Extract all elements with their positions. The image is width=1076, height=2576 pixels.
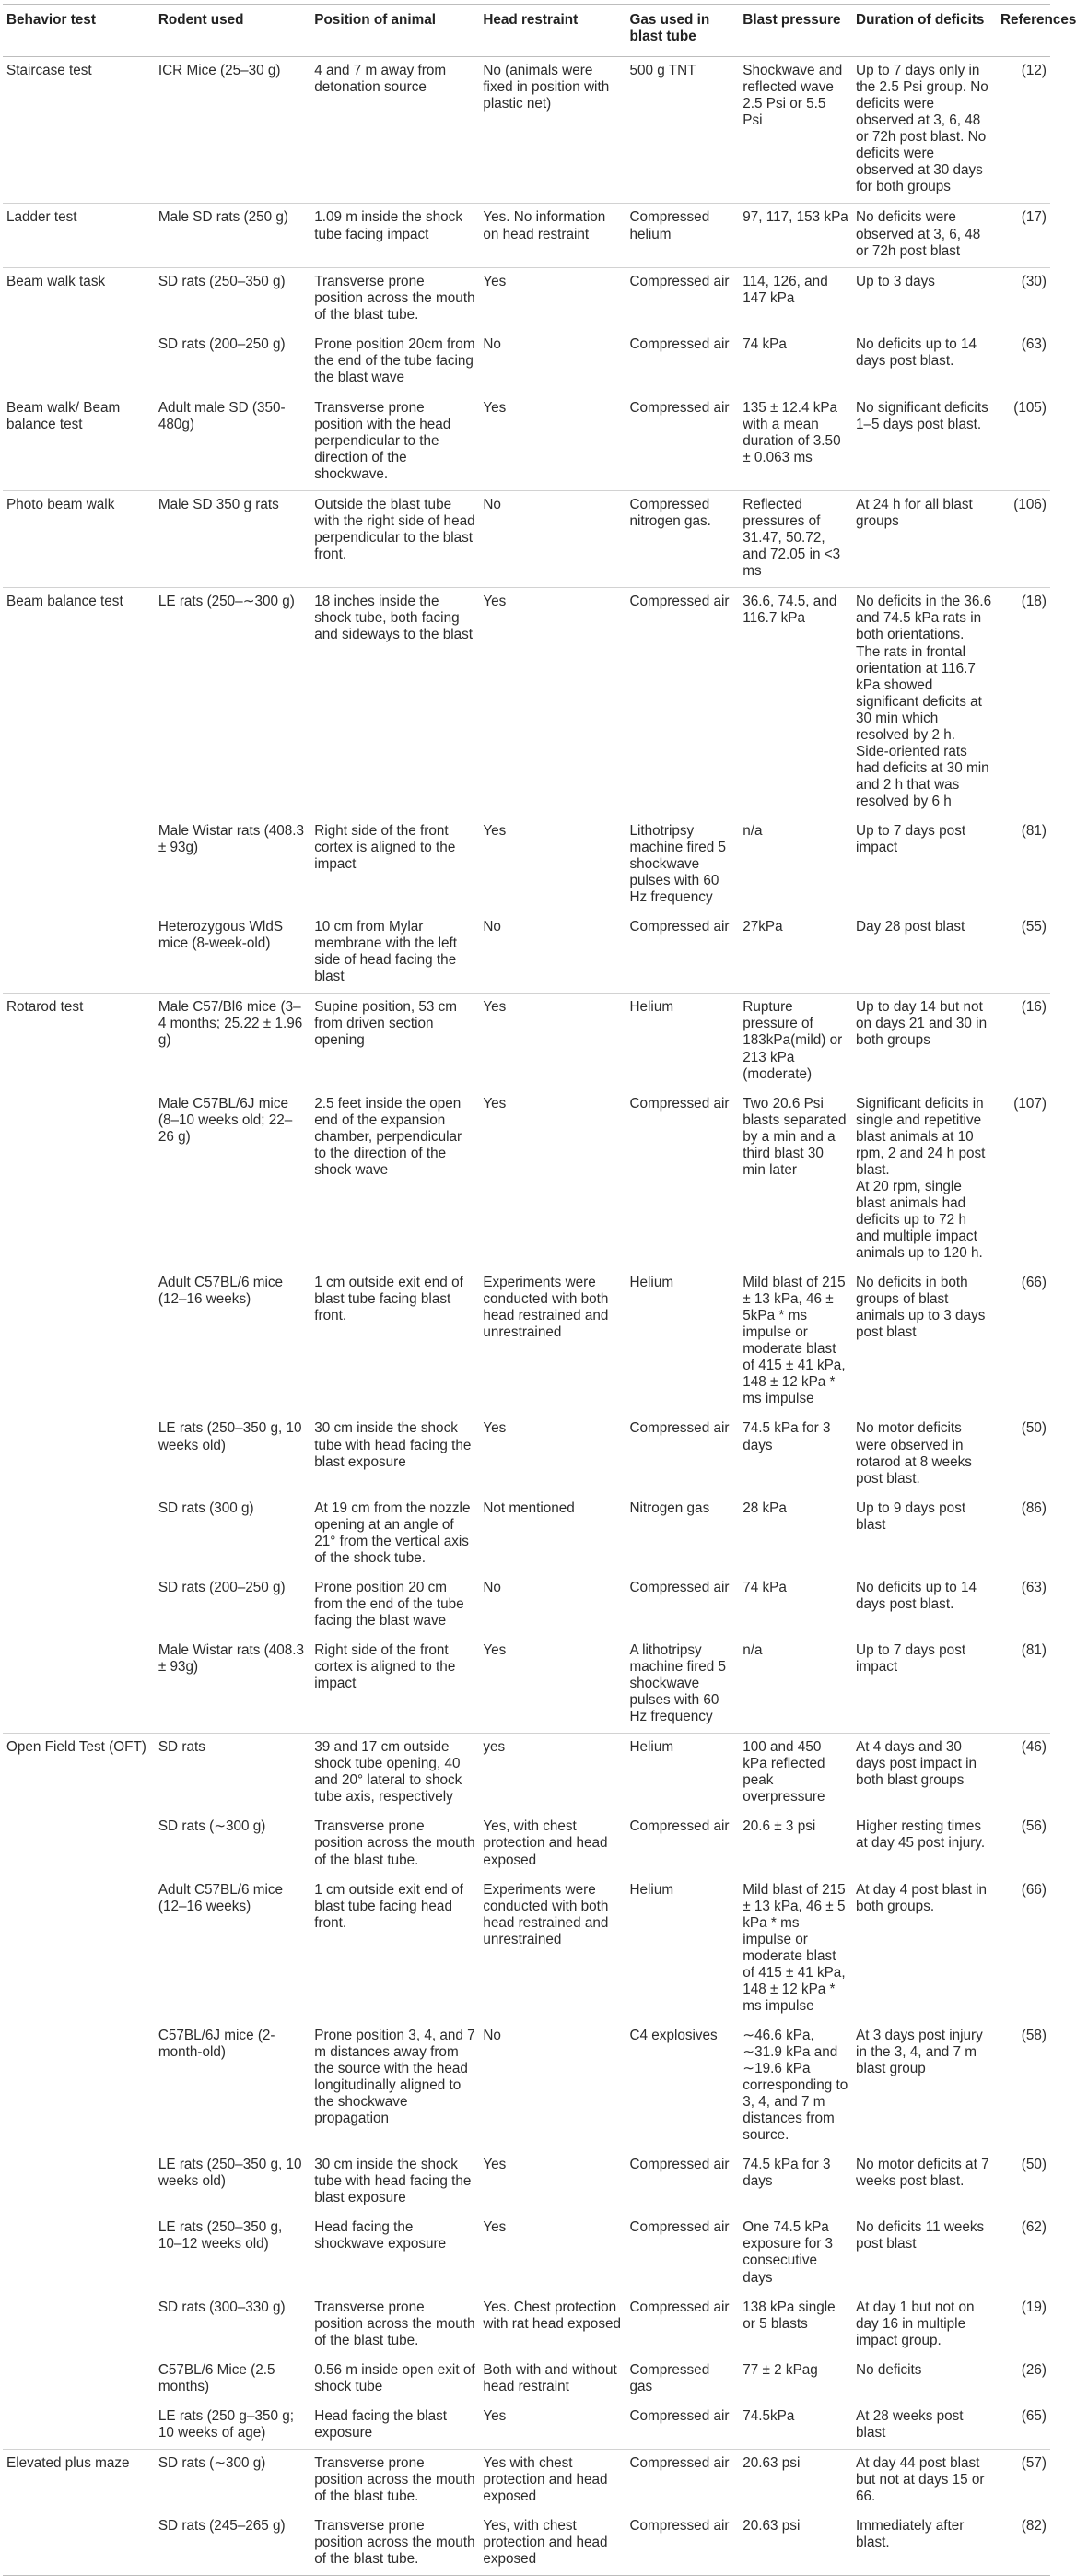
header-behavior-test: Behavior test	[3, 5, 155, 57]
rodent-cell: LE rats (250 g–350 g; 10 weeks of age)	[158, 2407, 294, 2441]
behavior-test-cell	[3, 2214, 155, 2293]
header-rodent-used: Rodent used	[155, 5, 310, 57]
gas-cell: Compressed nitrogen gas.	[626, 491, 739, 588]
reference-cell: (19)	[1021, 2299, 1047, 2315]
rodent-cell: SD rats (245–265 g)	[155, 2512, 310, 2576]
gas-cell: C4 explosives	[629, 2027, 718, 2043]
reference-cell: (63)	[1021, 1579, 1047, 1595]
blast-pressure-cell: Reflected pressures of 31.47, 50.72, and 72.05 in <3 ms	[739, 491, 852, 588]
deficits-cell: Up to 7 days only in the 2.5 Psi group. No deficits were observed at 3, 6, 48 or 72h post blast. No deficits were observed at 30 days for both groups	[852, 57, 997, 204]
rodent-cell: ICR Mice (25–30 g)	[155, 57, 310, 204]
deficits-cell: Up to 3 days	[852, 267, 997, 331]
deficits-cell: No deficits in both groups of blast animals up to 3 days post blast	[856, 1275, 986, 1341]
head-restraint-cell: Yes	[483, 2157, 507, 2173]
reference-cell: (63)	[1021, 335, 1047, 352]
table-row	[3, 1090, 1050, 1269]
position-cell: 2.5 feet inside the open end of the expansion chamber, perpendicular to the direction of the shock wave	[314, 1095, 462, 1178]
reference-cell: (50)	[1021, 2157, 1047, 2173]
reference-cell: (18)	[997, 588, 1050, 817]
rodent-cell: Heterozygous WldS mice (8-week-old)	[158, 919, 284, 952]
reference-cell: (57)	[997, 2449, 1050, 2512]
gas-cell: Compressed air	[629, 1095, 730, 1112]
head-restraint-cell: Both with and without head restraint	[483, 2361, 617, 2394]
gas-cell: Compressed gas	[629, 2361, 710, 2394]
table-body	[3, 57, 1050, 2576]
table-header-row	[3, 5, 1050, 57]
header-duration-of-deficits: Duration of deficits	[852, 5, 997, 57]
gas-cell: Compressed air	[629, 2299, 730, 2315]
gas-cell: Compressed air	[629, 335, 730, 352]
position-cell: Prone position 20 cm from the end of the tube facing the blast wave	[314, 1579, 464, 1629]
gas-cell: Helium	[629, 1881, 674, 1898]
position-cell: Transverse prone position across the mouth of the blast tube.	[314, 2299, 475, 2348]
head-restraint-cell: Yes	[479, 994, 626, 1090]
deficits-cell: Up to 7 days post impact	[856, 1641, 966, 1676]
reference-cell: (58)	[1021, 2027, 1047, 2043]
table-row	[3, 267, 1050, 331]
table-row	[3, 331, 1050, 394]
deficits-cell: No deficits 11 weeks post blast	[856, 2219, 985, 2253]
table-row	[3, 2294, 1050, 2357]
blast-pressure-cell: Mild blast of 215 ± 13 kPa, 46 ± 5kPa * ms impulse or moderate blast of 415 ± 41 kPa, 148 ± 12 kPa * ms impulse	[743, 1275, 846, 1407]
behavior-test-cell: Beam balance test	[3, 588, 155, 817]
table-row	[3, 2403, 1050, 2450]
rodent-cell: Male SD rats (250 g)	[155, 204, 310, 267]
blast-pressure-cell: 74 kPa	[743, 1579, 787, 1595]
head-restraint-cell: Yes	[483, 1095, 507, 1112]
deficits-cell: Day 28 post blast	[856, 919, 965, 935]
behavior-test-cell	[3, 1495, 155, 1574]
head-restraint-cell: Yes, with chest protection and head exposed	[483, 1818, 608, 1868]
reference-cell: (65)	[1021, 2407, 1047, 2424]
gas-cell: Helium	[629, 1275, 674, 1291]
blast-pressure-cell: 20.6 ± 3 psi	[743, 1818, 816, 1835]
head-restraint-cell: No (animals were fixed in position with plastic net)	[479, 57, 626, 204]
blast-pressure-cell: 138 kPa single or 5 blasts	[743, 2299, 836, 2332]
blast-pressure-cell: 74 kPa	[743, 335, 787, 352]
gas-cell: Lithotripsy machine fired 5 shockwave pulses with 60 Hz frequency	[629, 822, 727, 906]
gas-cell: Compressed helium	[626, 204, 739, 267]
position-cell: 30 cm inside the shock tube with head facing the blast exposure	[314, 2157, 472, 2206]
deficits-cell: No deficits up to 14 days post blast.	[856, 335, 977, 369]
reference-cell: (30)	[997, 267, 1050, 331]
deficits-cell: No motor deficits at 7 weeks post blast.	[856, 2157, 989, 2190]
reference-cell: (17)	[997, 204, 1050, 267]
reference-cell: (16)	[997, 994, 1050, 1090]
behavior-test-cell	[3, 1876, 155, 2022]
rodent-cell: LE rats (250–350 g, 10–12 weeks old)	[158, 2219, 283, 2253]
header-references: References	[997, 5, 1050, 57]
blast-pressure-cell: n/a	[743, 1641, 763, 1658]
table-row	[3, 2449, 1050, 2512]
head-restraint-cell: yes	[479, 1734, 626, 1814]
table-row	[3, 2357, 1050, 2403]
behavior-test-cell	[3, 2294, 155, 2357]
behavior-test-cell	[3, 913, 155, 994]
position-cell: At 19 cm from the nozzle opening at an angle of 21° from the vertical axis of the shock tube.	[314, 1500, 471, 1566]
gas-cell: Compressed air	[629, 2157, 730, 2173]
blast-pressure-cell: Two 20.6 Psi blasts separated by a min and a third blast 30 min later	[743, 1095, 847, 1178]
blast-pressure-cell: 20.63 psi	[739, 2512, 852, 2576]
deficits-cell: No deficits were observed at 3, 6, 48 or 72h post blast	[852, 204, 997, 267]
position-cell: 4 and 7 m away from detonation source	[310, 57, 479, 204]
deficits-cell: Up to 7 days post impact	[856, 822, 966, 856]
blast-pressure-cell: 74.5kPa	[743, 2407, 795, 2424]
blast-pressure-cell: 36.6, 74.5, and 116.7 kPa	[739, 588, 852, 817]
head-restraint-cell: No	[483, 2027, 501, 2043]
position-cell: Supine position, 53 cm from driven section opening	[310, 994, 479, 1090]
deficits-cell: At day 4 post blast in both groups.	[856, 1881, 988, 1914]
head-restraint-cell: Yes	[483, 1641, 507, 1658]
behavior-test-cell: Open Field Test (OFT)	[3, 1734, 155, 1814]
rodent-cell: SD rats (200–250 g)	[158, 335, 286, 352]
head-restraint-cell: Yes	[479, 588, 626, 817]
head-restraint-cell: Yes, with chest protection and head exposed	[479, 2512, 626, 2576]
reference-cell: (50)	[1021, 1420, 1047, 1437]
position-cell: Head facing the blast exposure	[314, 2407, 447, 2441]
rodent-cell: Adult C57BL/6 mice (12–16 weeks)	[158, 1275, 284, 1308]
position-cell: Outside the blast tube with the right side of head perpendicular to the blast front.	[310, 491, 479, 588]
rodent-cell: LE rats (250–350 g, 10 weeks old)	[158, 2157, 302, 2190]
position-cell: Prone position 3, 4, and 7 m distances away from the source with the head longitudinally aligned to the shockwave propagation	[314, 2027, 475, 2127]
gas-cell: A lithotripsy machine fired 5 shockwave pulses with 60 Hz frequency	[629, 1641, 727, 1725]
position-cell: 0.56 m inside open exit of shock tube	[314, 2361, 475, 2394]
position-cell: 30 cm inside the shock tube with head facing the blast exposure	[314, 1420, 472, 1470]
blast-pressure-cell: One 74.5 kPa exposure for 3 consecutive days	[743, 2219, 834, 2286]
deficits-cell: Up to 9 days post blast	[856, 1500, 966, 1533]
gas-cell: Compressed air	[629, 1420, 730, 1437]
gas-cell: 500 g TNT	[626, 57, 739, 204]
table-row	[3, 588, 1050, 817]
behavior-test-cell	[3, 2357, 155, 2403]
blast-pressure-cell: 97, 117, 153 kPa	[739, 204, 852, 267]
rodent-cell: Male C57BL/6J mice (8–10 weeks old; 22–26 g)	[158, 1095, 293, 1145]
gas-cell: Compressed air	[626, 267, 739, 331]
behavior-test-cell	[3, 1574, 155, 1637]
head-restraint-cell: Yes. Chest protection with rat head exposed	[483, 2299, 621, 2332]
header-blast-pressure: Blast pressure	[739, 5, 852, 57]
position-cell: 1 cm outside exit end of blast tube facing head front.	[314, 1881, 463, 1931]
table-row	[3, 1876, 1050, 2022]
deficits-paragraph: At 20 rpm, single blast animals had deficits up to 72 h and multiple impact animals up to 120 h.	[856, 1178, 983, 1262]
reference-cell: (56)	[1021, 1818, 1047, 1835]
reference-cell: (12)	[997, 57, 1050, 204]
rodent-cell: LE rats (250–350 g, 10 weeks old)	[158, 1420, 302, 1453]
reference-cell: (26)	[1021, 2361, 1047, 2378]
gas-cell: Compressed air	[626, 588, 739, 817]
position-cell: Transverse prone position with the head perpendicular to the direction of the shockwave.	[310, 394, 479, 490]
rodent-cell: SD rats (∼300 g)	[155, 2449, 310, 2512]
behavior-test-cell	[3, 1269, 155, 1415]
reference-cell: (66)	[1021, 1881, 1047, 1898]
rodent-cell: C57BL/6 Mice (2.5 months)	[158, 2361, 275, 2394]
table-row	[3, 1813, 1050, 1876]
table-row	[3, 491, 1050, 588]
reference-cell: (55)	[1021, 919, 1047, 935]
gas-cell: Compressed air	[629, 2219, 730, 2236]
blast-pressure-cell: 114, 126, and 147 kPa	[739, 267, 852, 331]
gas-cell: Compressed air	[626, 394, 739, 490]
position-cell: Head facing the shockwave exposure	[314, 2219, 447, 2253]
reference-cell: (105)	[997, 394, 1050, 490]
behavior-test-cell: Ladder test	[3, 204, 155, 267]
deficits-cell: No motor deficits were observed in rotarod at 8 weeks post blast.	[856, 1420, 972, 1487]
deficits-cell: No significant deficits 1–5 days post blast.	[852, 394, 997, 490]
reference-cell: (81)	[1021, 822, 1047, 839]
header-position-of-animal: Position of animal	[310, 5, 479, 57]
blast-pressure-cell: 100 and 450 kPa reflected peak overpressure	[739, 1734, 852, 1814]
rodent-cell: C57BL/6J mice (2-month-old)	[158, 2027, 275, 2060]
behavior-test-cell	[3, 1415, 155, 1494]
reference-cell: (81)	[1021, 1641, 1047, 1658]
position-cell: Transverse prone position across the mouth of the blast tube.	[310, 2449, 479, 2512]
head-restraint-cell: Yes with chest protection and head exposed	[479, 2449, 626, 2512]
head-restraint-cell: Yes	[483, 2219, 507, 2236]
table-row	[3, 1495, 1050, 1574]
rodent-cell: SD rats (300–330 g)	[158, 2299, 286, 2315]
gas-cell: Nitrogen gas	[629, 1500, 710, 1516]
position-cell: Right side of the front cortex is aligned to the impact	[314, 1641, 456, 1692]
head-restraint-cell: No	[483, 919, 501, 935]
blast-pressure-cell: 20.63 psi	[739, 2449, 852, 2512]
behavior-test-cell: Staircase test	[3, 57, 155, 204]
deficits-cell	[852, 588, 997, 817]
head-restraint-cell: Yes	[479, 394, 626, 490]
deficits-cell: No deficits up to 14 days post blast.	[856, 1579, 977, 1612]
table-row	[3, 994, 1050, 1090]
head-restraint-cell: Yes	[479, 267, 626, 331]
head-restraint-cell: No	[479, 491, 626, 588]
behavior-test-cell: Photo beam walk	[3, 491, 155, 588]
gas-cell: Compressed air	[629, 919, 730, 935]
position-cell: Right side of the front cortex is aligned to the impact	[314, 822, 456, 873]
behavior-test-cell	[3, 1090, 155, 1269]
head-restraint-cell: No	[483, 1579, 501, 1595]
deficits-cell: Immediately after blast.	[852, 2512, 997, 2576]
deficits-cell: At day 1 but not on day 16 in multiple impact group.	[856, 2299, 975, 2348]
deficits-cell: At 28 weeks post blast	[856, 2407, 964, 2441]
blast-pressure-cell: 28 kPa	[743, 1500, 787, 1516]
blast-pressure-cell: Rupture pressure of 183kPa(mild) or 213 kPa (moderate)	[739, 994, 852, 1090]
blast-pressure-cell: 74.5 kPa for 3 days	[743, 1420, 831, 1453]
table-row	[3, 817, 1050, 913]
blast-pressure-cell: Mild blast of 215 ± 13 kPa, 46 ± 5 kPa * ms impulse or moderate blast of 415 ± 41 kPa, 148 ± 12 kPa * ms impulse	[743, 1881, 846, 2014]
blast-pressure-cell: 77 ± 2 kPag	[743, 2361, 818, 2378]
deficits-cell: At 4 days and 30 days post impact in both blast groups	[852, 1734, 997, 1814]
reference-cell: (86)	[1021, 1500, 1047, 1516]
behavior-test-cell: Beam walk/ Beam balance test	[3, 394, 155, 490]
reference-cell: (107)	[1013, 1095, 1047, 1112]
deficits-cell: No deficits	[856, 2361, 922, 2378]
rodent-cell: SD rats (∼300 g)	[158, 1818, 266, 1835]
table-row	[3, 2022, 1050, 2151]
rodent-cell: Adult C57BL/6 mice (12–16 weeks)	[158, 1881, 284, 1914]
rodent-cell: LE rats (250–∼300 g)	[155, 588, 310, 817]
position-cell: 1.09 m inside the shock tube facing impact	[310, 204, 479, 267]
table-row	[3, 1269, 1050, 1415]
reference-cell: (46)	[997, 1734, 1050, 1814]
table-row	[3, 1574, 1050, 1637]
position-cell: 39 and 17 cm outside shock tube opening, 40 and 20° lateral to shock tube axis, respectively	[310, 1734, 479, 1814]
table-row	[3, 1415, 1050, 1494]
behavior-test-cell	[3, 2022, 155, 2151]
gas-cell: Compressed air	[629, 1818, 730, 1835]
behavior-test-cell	[3, 1813, 155, 1876]
table-row	[3, 204, 1050, 267]
head-restraint-cell: Not mentioned	[483, 1500, 575, 1516]
head-restraint-cell: Experiments were conducted with both head restrained and unrestrained	[483, 1881, 609, 1947]
rodent-cell: SD rats (200–250 g)	[158, 1579, 286, 1595]
rodent-cell: SD rats	[155, 1734, 310, 1814]
rodent-cell: Male C57/Bl6 mice (3–4 months; 25.22 ± 1.96 g)	[155, 994, 310, 1090]
behavior-test-cell	[3, 1637, 155, 1734]
rodent-cell: SD rats (300 g)	[158, 1500, 254, 1516]
blast-pressure-cell: n/a	[743, 822, 763, 839]
table-row	[3, 57, 1050, 204]
position-cell: Prone position 20cm from the end of the tube facing the blast wave	[314, 335, 475, 385]
deficits-paragraph: The rats in frontal orientation at 116.7 kPa showed significant deficits at 30 min which resolved by 2 h.	[856, 643, 982, 743]
position-cell: 18 inches inside the shock tube, both facing and sideways to the blast	[310, 588, 479, 817]
gas-cell: Compressed air	[629, 2407, 730, 2424]
behavior-test-table	[3, 4, 1076, 2576]
reference-cell: (66)	[1021, 1275, 1047, 1291]
reference-cell: (62)	[1021, 2219, 1047, 2236]
behavior-test-cell	[3, 2403, 155, 2450]
table-row	[3, 913, 1050, 994]
position-cell: Transverse prone position across the mouth of the blast tube.	[314, 1818, 475, 1868]
behavior-test-cell: Elevated plus maze	[3, 2449, 155, 2512]
blast-pressure-cell: Shockwave and reflected wave 2.5 Psi or 5.5 Psi	[739, 57, 852, 204]
gas-cell: Compressed air	[629, 1579, 730, 1595]
header-gas-used: Gas used in blast tube	[626, 5, 739, 57]
deficits-cell: Up to day 14 but not on days 21 and 30 in both groups	[852, 994, 997, 1090]
head-restraint-cell: Experiments were conducted with both head restrained and unrestrained	[483, 1275, 609, 1341]
rodent-cell: Male Wistar rats (408.3 ± 93g)	[158, 1641, 304, 1676]
rodent-cell: Male SD 350 g rats	[155, 491, 310, 588]
reference-cell: (82)	[997, 2512, 1050, 2576]
behavior-test-cell	[3, 2151, 155, 2214]
deficits-paragraph: Significant deficits in single and repetitive blast animals at 10 rpm, 2 and 24 h post blast.	[856, 1095, 986, 1178]
gas-cell: Helium	[626, 994, 739, 1090]
behavior-test-cell	[3, 331, 155, 394]
blast-pressure-cell: 27kPa	[743, 919, 783, 935]
gas-cell: Compressed air	[626, 2449, 739, 2512]
header-head-restraint: Head restraint	[479, 5, 626, 57]
head-restraint-cell: Yes	[483, 1420, 507, 1437]
position-cell: 1 cm outside exit end of blast tube facing blast front.	[314, 1275, 463, 1324]
gas-cell: Compressed air	[626, 2512, 739, 2576]
head-restraint-cell: Yes. No information on head restraint	[479, 204, 626, 267]
position-cell: 10 cm from Mylar membrane with the left side of head facing the blast	[314, 919, 458, 985]
deficits-cell: Higher resting times at day 45 post injury.	[856, 1818, 986, 1852]
blast-pressure-cell: ∼46.6 kPa, ∼31.9 kPa and ∼19.6 kPa corresponding to 3, 4, and 7 m distances from source.	[743, 2027, 848, 2144]
behavior-test-cell: Beam walk task	[3, 267, 155, 331]
deficits-paragraph: Side-oriented rats had deficits at 30 min and 2 h that was resolved by 6 h	[856, 743, 989, 809]
rodent-cell: SD rats (250–350 g)	[155, 267, 310, 331]
table-row	[3, 394, 1050, 490]
table-row	[3, 1637, 1050, 1734]
deficits-cell: At 3 days post injury in the 3, 4, and 7 m blast group	[856, 2027, 983, 2077]
behavior-test-cell: Rotarod test	[3, 994, 155, 1090]
deficits-cell: At 24 h for all blast groups	[852, 491, 997, 588]
position-cell: Transverse prone position across the mouth of the blast tube.	[310, 267, 479, 331]
table-row	[3, 2151, 1050, 2214]
table-row	[3, 2512, 1050, 2576]
deficits-cell: At day 44 post blast but not at days 15 or 66.	[852, 2449, 997, 2512]
behavior-test-cell	[3, 817, 155, 913]
head-restraint-cell: Yes	[483, 2407, 507, 2424]
table-row	[3, 1734, 1050, 1814]
blast-pressure-cell: 135 ± 12.4 kPa with a mean duration of 3.50 ± 0.063 ms	[739, 394, 852, 490]
head-restraint-cell: No	[483, 335, 501, 352]
reference-cell: (106)	[997, 491, 1050, 588]
deficits-paragraph: No deficits in the 36.6 and 74.5 kPa rats in both orientations.	[856, 594, 992, 643]
gas-cell: Helium	[626, 1734, 739, 1814]
blast-pressure-cell: 74.5 kPa for 3 days	[743, 2157, 831, 2190]
table-row	[3, 2214, 1050, 2293]
rodent-cell: Adult male SD (350-480g)	[155, 394, 310, 490]
position-cell: Transverse prone position across the mouth of the blast tube.	[310, 2512, 479, 2576]
rodent-cell: Male Wistar rats (408.3 ± 93g)	[158, 822, 304, 856]
deficits-cell	[852, 1090, 997, 1269]
head-restraint-cell: Yes	[483, 822, 507, 839]
behavior-test-cell	[3, 2512, 155, 2576]
